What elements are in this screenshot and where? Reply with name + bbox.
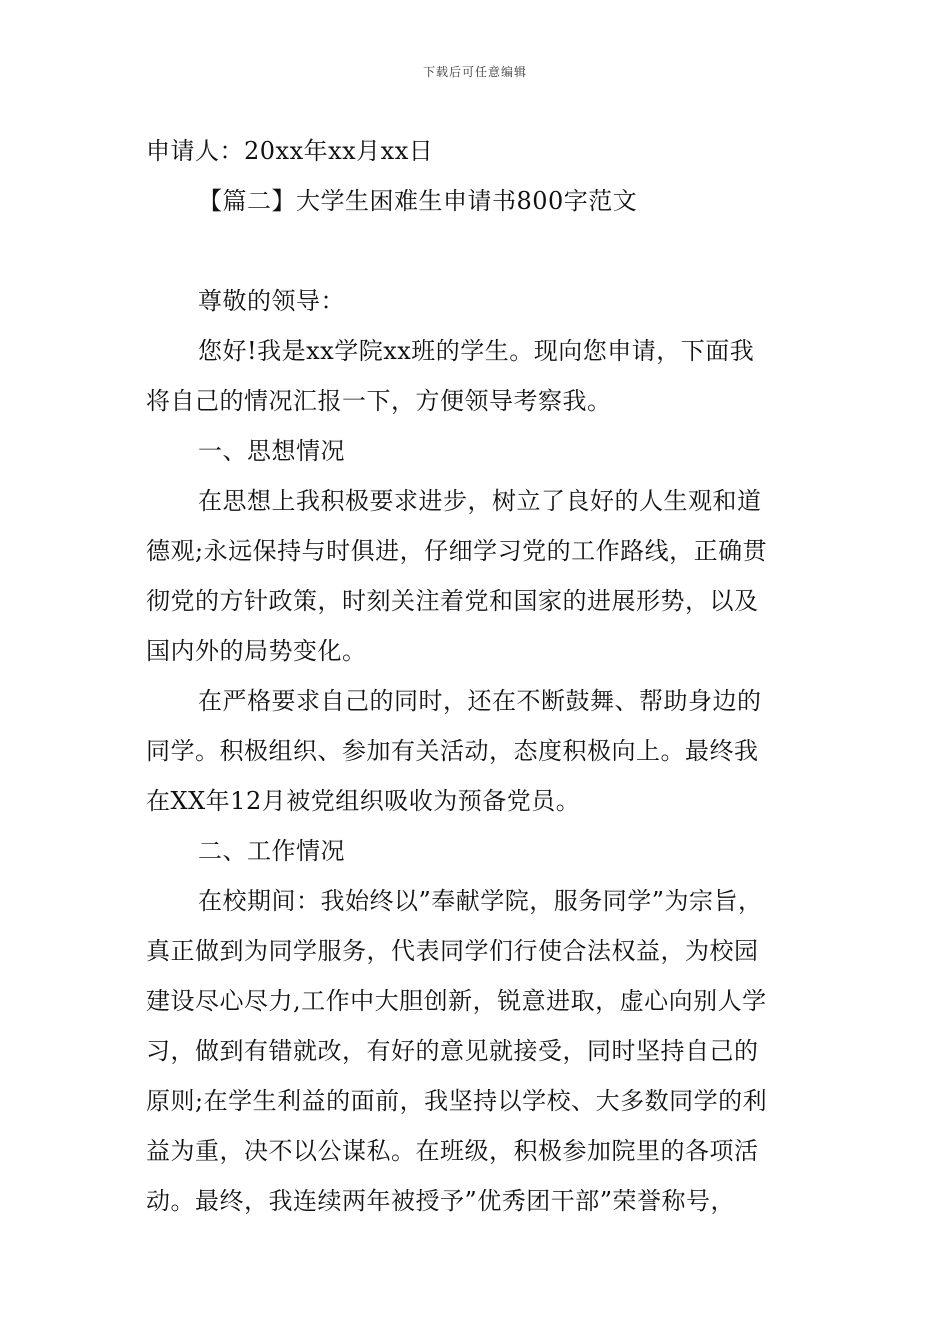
text-line: 原则;在学生利益的面前，我坚持以学校、大多数同学的利 xyxy=(146,1087,768,1115)
text-line: 国内外的局势变化。 xyxy=(146,637,367,665)
text-line: 益为重，决不以公谋私。在班级，积极参加院里的各项活 xyxy=(146,1137,759,1165)
text-line: 同学。积极组织、参加有关活动，态度积极向上。最终我 xyxy=(146,737,759,765)
text-line: 在校期间：我始终以”奉献学院，服务同学”为宗旨， xyxy=(198,887,763,915)
section-title: 【篇二】大学生困难生申请书800字范文 xyxy=(198,187,638,215)
text-line: 将自己的情况汇报一下，方便领导考察我。 xyxy=(146,387,612,415)
paragraph-lines xyxy=(146,326,826,1226)
text-line: 动。最终，我连续两年被授予”优秀团干部”荣誉称号， xyxy=(146,1187,736,1215)
text-line: 在思想上我积极要求进步，树立了良好的人生观和道 xyxy=(198,487,762,515)
text-line: 建设尽心尽力,工作中大胆创新，锐意进取，虚心向别人学 xyxy=(146,987,767,1015)
text-line: 在XX年12月被党组织吸收为预备党员。 xyxy=(146,787,581,815)
applicant-line: 申请人：20xx年xx月xx日 xyxy=(146,137,434,165)
text-line: 习，做到有错就改，有好的意见就接受，同时坚持自己的 xyxy=(146,1037,759,1065)
text-line: 二、工作情况 xyxy=(198,837,345,865)
text-line: 彻党的方针政策，时刻关注着党和国家的进展形势，以及 xyxy=(146,587,759,615)
text-line: 真正做到为同学服务，代表同学们行使合法权益，为校园 xyxy=(146,937,759,965)
salutation: 尊敬的领导： xyxy=(198,287,345,315)
text-line: 德观;永远保持与时俱进，仔细学习党的工作路线，正确贯 xyxy=(146,537,768,565)
blank-line xyxy=(146,226,826,276)
text-line: 一、思想情况 xyxy=(198,437,345,465)
page-header: 下载后可任意编辑 xyxy=(422,65,527,79)
text-line: 您好!我是xx学院xx班的学生。现向您申请，下面我 xyxy=(198,337,755,365)
text-line: 在严格要求自己的同时，还在不断鼓舞、帮助身边的 xyxy=(198,687,762,715)
document-body xyxy=(146,126,826,1226)
